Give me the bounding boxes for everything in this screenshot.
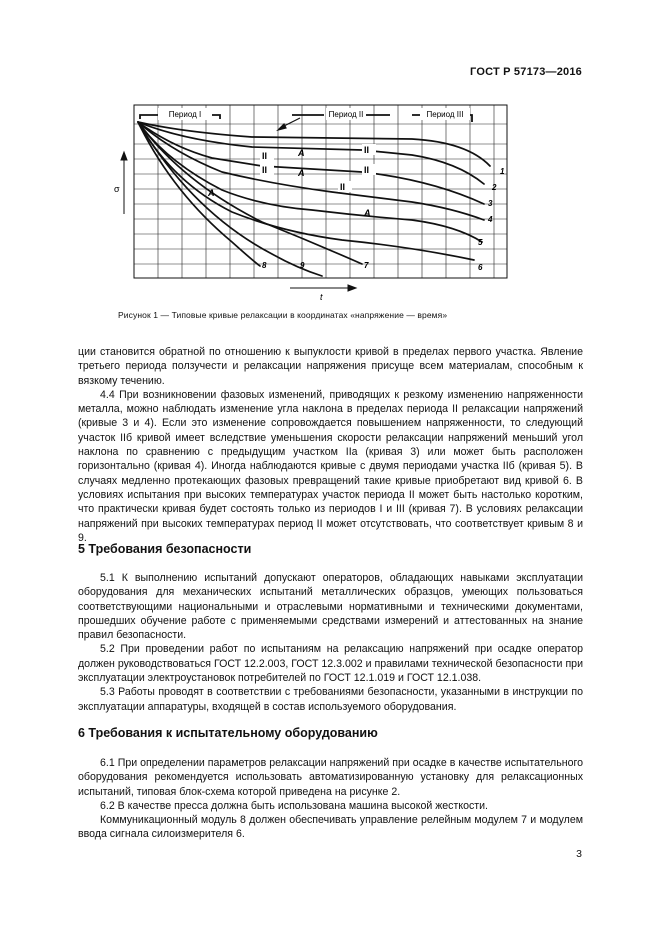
text-block-1 [78,345,583,545]
segment-label-iib-2: II [364,145,370,155]
document-id: ГОСТ Р 57173—2016 [470,66,582,78]
paragraph-6-1: 6.1 При определении параметров релаксации напряжений при осадке в качестве испытательного оборудования рекомендуется использовать автоматизированную установку для релаксационных испытаний, типовая блок-схема которой приведена на рисунке 2. [78,757,583,798]
curve-number-labels [262,167,505,272]
paragraph-continuation: ции становится обратной по отношению к выпуклости кривой в пределах первого участка. Явление третьего периода ползучести и релаксации напряжения присуще всем материалам, способным к вязкому течению. [78,346,583,387]
period-label-2: Период II [328,110,364,119]
relaxation-curves [138,122,490,276]
paragraph-6-2: 6.2 В качестве пресса должна быть использована машина высокой жесткости. [100,799,488,812]
section-6-heading: 6 Требования к испытательному оборудованию [78,726,378,740]
curve-number-3: 3 [488,199,493,208]
relaxation-curves-figure [112,92,512,304]
curve-number-8: 8 [262,261,267,270]
y-axis-label: σ [114,184,120,194]
paragraph-4-4: 4.4 При возникновении фазовых изменений, приводящих к резкому изменению напряженности металла, можно наблюдать изменение угла наклона в пределах периода II релаксации напряжений (кривые 3 и 4). Если это изменение сопровождается повышением напряженности, то следующий участок IIб кривой имеет вследствие уменьшения скорости релаксации напряжений меньший угол наклона по сравнению с предыдущим участком IIа (кривая 3) или может быть расположен горизонтально (кривая 4). Иногда наблюдаются кривые с двумя периодами участка IIб (кривая 5). В случаях медленно протекающих фазовых превращений такие кривые приобретают вид кривой 6. В условиях испытания при высоких температурах участок периода II может быть настолько коротким, что практически кривая будет состоять только из периодов I и III (кривая 7). В условиях релаксации напряжений при высоких температурах период II может отсутствовать, что соответствует кривым 8 и 9. [78,388,583,544]
segment-label-iib: II [262,165,268,175]
x-axis-label: t [320,292,323,302]
period-label-3: Период III [426,110,464,119]
text-block-3 [78,756,583,842]
segment-label-iia-2: II [364,165,370,175]
text-block-2 [78,571,583,714]
curve-number-6: 6 [478,263,483,272]
point-a-4: A [364,208,371,218]
point-a-2: A [298,168,305,178]
curve-number-2: 2 [492,183,497,192]
figure-caption: Рисунок 1 — Типовые кривые релаксации в координатах «напряжение — время» [118,310,448,320]
curve-number-4: 4 [488,215,493,224]
page-number: 3 [576,848,582,860]
curve-number-7: 7 [364,261,369,270]
curve-number-9: 9 [300,261,305,270]
curve-number-5: 5 [478,238,483,247]
point-a-3: A [208,188,215,198]
x-axis [290,285,356,291]
section-5-heading: 5 Требования безопасности [78,542,252,556]
paragraph-5-2: 5.2 При проведении работ по испытаниям на релаксацию напряжений при осадке оператор должен руководствоваться ГОСТ 12.2.003, ГОСТ 12.3.002 и правилами технической безопасности при эксплуатации электроустановок потребителей по ГОСТ 12.1.019 и ГОСТ 12.1.038. [78,643,583,685]
segment-label-iia: II [262,151,268,161]
y-axis [121,152,127,214]
paragraph-5-1: 5.1 К выполнению испытаний допускают операторов, обладающих навыками эксплуатации оборудования для механических испытаний металлических образцов, умеющих пользоваться соответствующими национальными и отраслевыми нормативными и техническими документами, прошедших обучение работе с применяемыми средствами измерений и аттестованных на знание правил безопасности. [78,572,583,642]
segment-label-iib-3: II [340,182,346,192]
paragraph-5-3: 5.3 Работы проводят в соответствии с требованиями безопасности, указанными в инструкции по эксплуатации аппаратуры, входящей в состав используемого оборудования. [78,686,583,713]
curve-number-1: 1 [500,167,505,176]
point-a-1: A [298,148,305,158]
paragraph-6-2-cont: Коммуникационный модуль 8 должен обеспечивать управление релейным модулем 7 и модулем ввода сигнала силоизмерителя 6. [78,814,583,841]
period-label-1: Период I [168,110,202,119]
